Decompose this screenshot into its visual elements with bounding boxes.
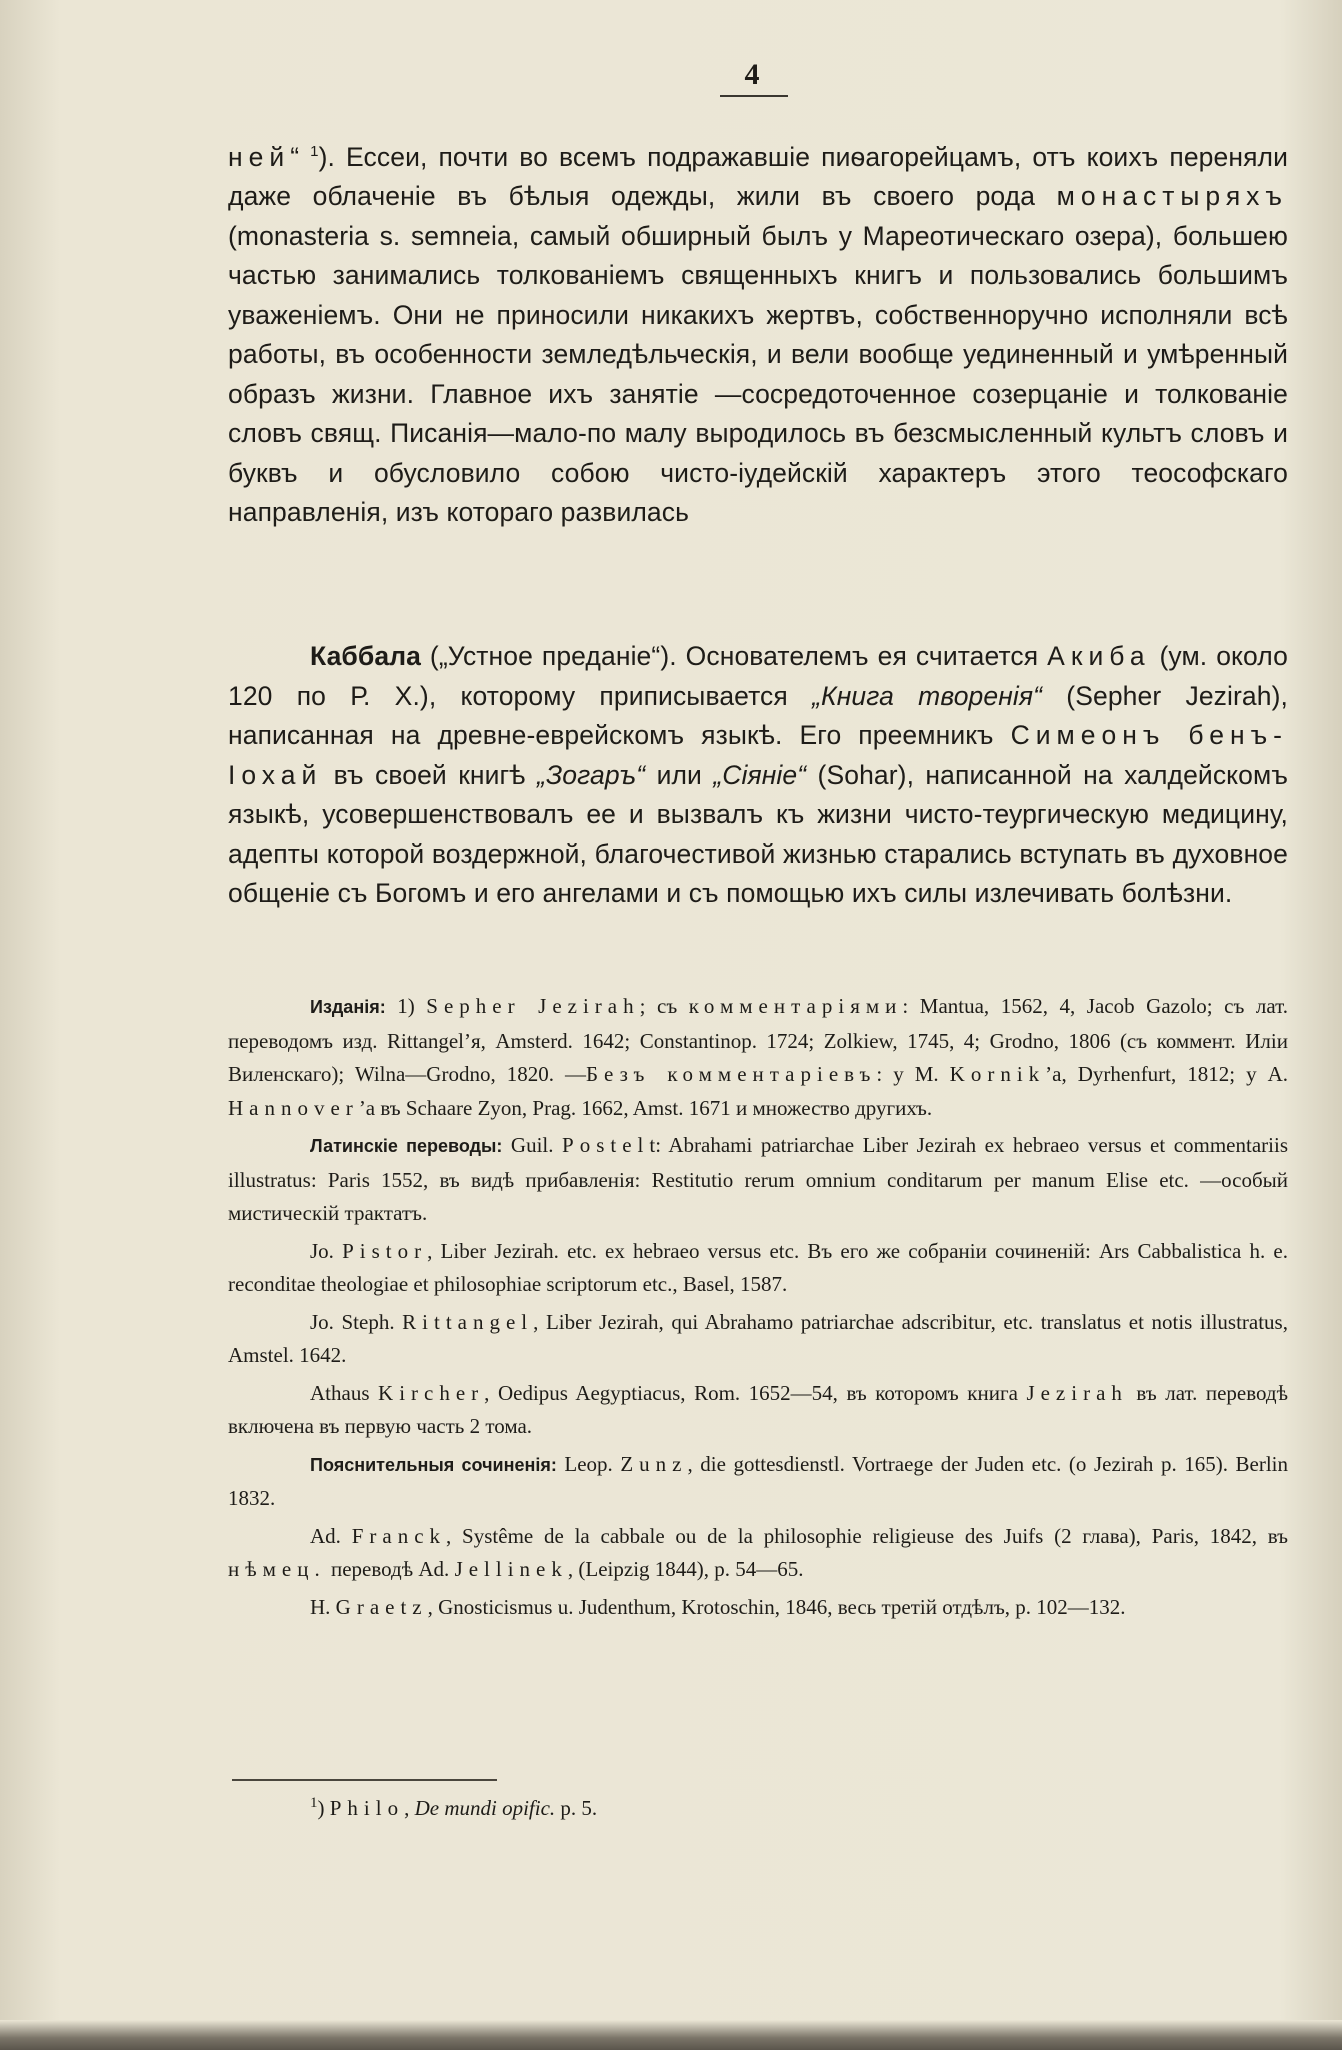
page-bottom-edge: [0, 2020, 1342, 2050]
spaced-name-akiba: Акиба: [1047, 641, 1151, 671]
bib-head-explanatory: Пояснительныя сочиненія:: [310, 1454, 557, 1475]
section-lead-kabbala: Каббала: [310, 641, 421, 671]
bib-head-latin: Латинскіе переводы:: [310, 1136, 503, 1156]
bib-entry-kircher: Athaus Kircher, Oedipus Aegyptiacus, Rom. 1652—54, въ которомъ книга Jezirah въ лат. переводѣ включена въ первую часть 2 тома.: [228, 1380, 1288, 1438]
bib-entry-pistor: Jo. Pistor, Liber Jezirah. etc. ex hebraeo versus etc. Въ его же собраніи сочиненій: Ars Cabbalistica h. e. reconditae theologiae et philosophiae scriptorum etc., Basel, 1587.: [228, 1238, 1288, 1296]
kabbala-paragraph: Каббала („Устное преданіе“). Основателемъ ея считается Акиба (ум. около 120 по Р. X.), которому приписывается „Книга творенія“ (Sepher Jezirah), написанная на древне-еврейскомъ языкѣ. Его преемникъ Симеонъ бенъ-Іохай въ своей книгѣ „Зогаръ“ или „Сіяніе“ (Sohar), написанной на халдейскомъ языкѣ, усовершенствовалъ ее и вызвалъ къ жизни чисто-теургическую медицину, адепты которой воздержной, благочестивой жизнью старались вступать въ духовное общеніе съ Богомъ и его ангелами и съ помощью ихъ силы излечивать болѣзни.: [228, 641, 1288, 908]
bib-entry-franck: Ad. Franck, Systême de la cabbale ou de la philosophie religieuse des Juifs (2 глава), Paris, 1842, въ нѣмец. переводѣ Ad. Jellinek, (Leipzig 1844), p. 54—65.: [228, 1523, 1288, 1581]
bibliography: [228, 990, 1288, 1628]
bib-entry-latin: Латинскіе переводы: Guil. Postelt: Abrahami patriarchae Liber Jezirah ex hebraeo versus et commentariis illustratus: Paris 1552, въ видѣ прибавленія: Restitutio rerum omnium conditarum per manum Elise etc. —особый мистическій трактатъ.: [228, 1133, 1288, 1225]
book-zohar: „Зогаръ“: [537, 759, 646, 790]
spaced-word-monastery: монастыряхъ: [1056, 181, 1288, 212]
book-title: „Книга творенія“: [812, 680, 1043, 711]
footnote-work: De mundi opific.: [414, 1796, 556, 1820]
bib-entry-rittangel: Jo. Steph. Rittangel, Liber Jezirah, qui Abrahamo patriarchae adscribitur, etc. translatus et notis illustratus, Amstel. 1642.: [228, 1309, 1288, 1367]
bib-entry-graetz: H. Graetz, Gnosticismus u. Judenthum, Krotoschin, 1846, весь третій отдѣлъ, р. 102—132.: [310, 1594, 1126, 1619]
bib-entry-explanatory: Пояснительныя сочиненія: Leop. Zunz, die gottesdienstl. Vortraege der Juden etc. (o Jezirah p. 165). Berlin 1832.: [228, 1451, 1288, 1510]
bib-entry-editions: Изданія: 1) Sepher Jezirah; съ комментаріями: Mantua, 1562, 4, Jacob Gazolo; съ лат. переводомъ изд. Rittangel’я, Amsterd. 1642; Constantinop. 1724; Zolkiew, 1745, 4; Grodno, 1806 (съ коммент. Иліи Виленскаго); Wilna—Grodno, 1820. —Безъ комментаріевъ: у М. Kornik’а, Dyrhenfurt, 1812; у А. Hannover’а въ Schaare Zyon, Prag. 1662, Amst. 1671 и множество другихъ.: [228, 994, 1289, 1120]
spaced-name-simeon: Симеонъ бенъ-Іохай: [228, 720, 1288, 790]
intro-word-start: ней: [228, 141, 291, 172]
footnote-author: Philo: [329, 1796, 405, 1820]
page-number: 4: [744, 58, 760, 91]
book-siyanie: „Сіяніе“: [713, 759, 807, 790]
intro-paragraph: ней“ $^1$). Ессеи, почти во всемъ подражавшіе пиѳагорейцамъ, отъ коихъ переняли даже облаченіе въ бѣлыя одежды, жили въ своего рода монастыряхъ (monasteria s. semneia, самый обширный былъ у Мареотическаго озера), большею частью занимались толкованіемъ священныхъ книгъ и пользовались большимъ уваженіемъ. Они не приносили никакихъ жертвъ, собственноручно исполняли всѣ работы, въ особенности земледѣльческія, и вели вообще уединенный и умѣренный образъ жизни. Главное ихъ занятіе —сосредоточенное созерцаніе и толкованіе словъ свящ. Писанія—мало-по малу выродилось въ безсмысленный культъ словъ и буквъ и обусловило собою чисто-іудейскій характеръ этого теософскаго направленія, изъ котораго развилась: [228, 141, 1288, 528]
footnote-divider: [232, 1779, 497, 1781]
bib-head-editions: Изданія:: [310, 997, 386, 1017]
page-number-underline: [720, 95, 788, 97]
footnote-marker: 1: [310, 143, 319, 160]
footnote: $^1$) Philo, De mundi opific. p. 5.: [310, 1795, 598, 1820]
